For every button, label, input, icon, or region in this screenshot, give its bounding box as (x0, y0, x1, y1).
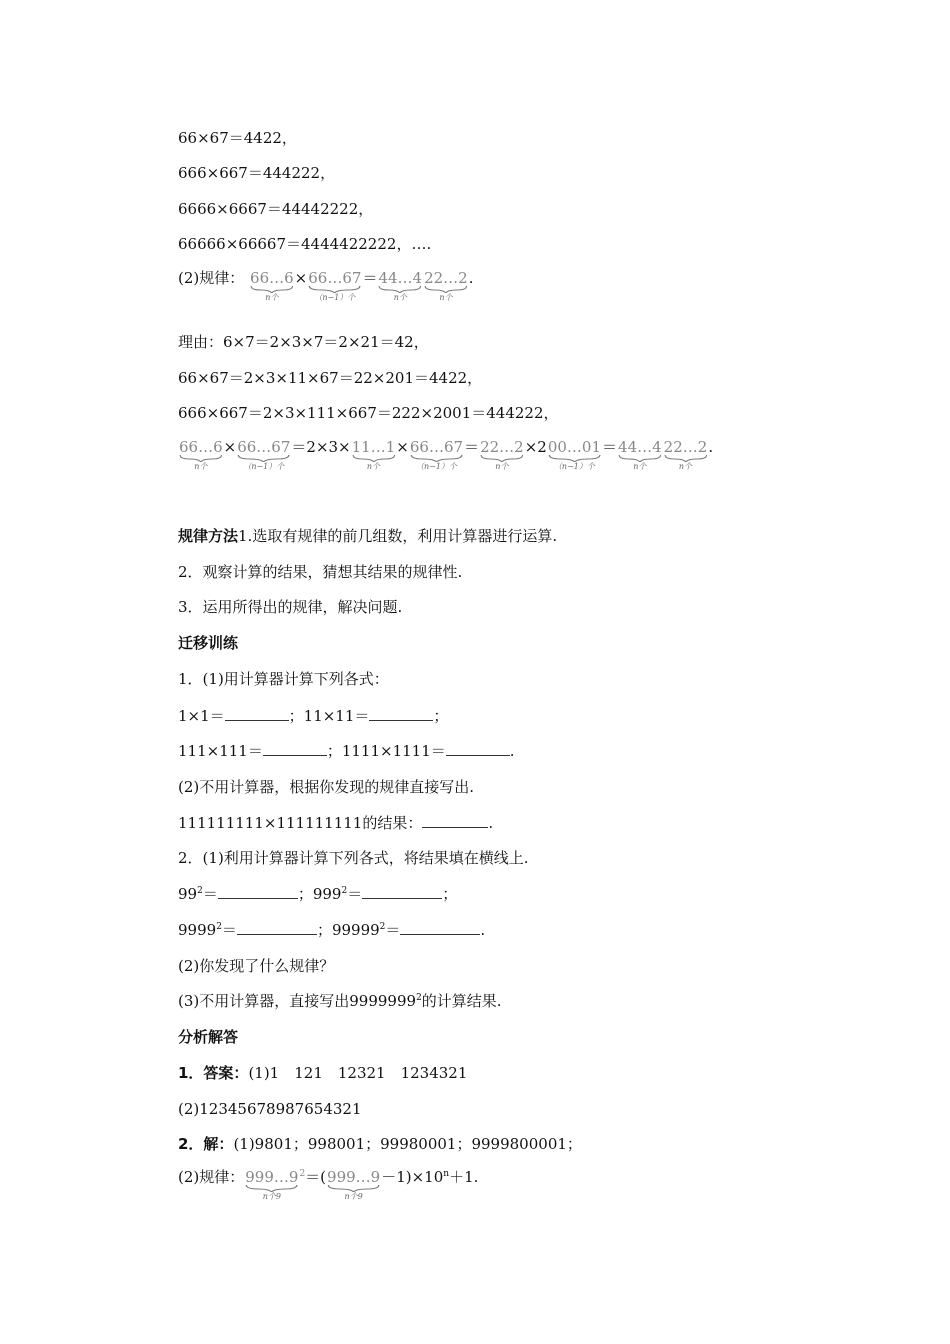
rule-line-1: (2)规律： 66…6 n个 × 66…67 （n−1）个 ＝ 44…4 n个 22…2 n个 . (178, 269, 474, 302)
answer-1-part-2: (2)12345678987654321 (178, 1100, 362, 1118)
question-2-part-3: (3)不用计算器，直接写出9999999$^2$的计算结果. (178, 992, 502, 1010)
underbrace-term: 22…2 n个 (480, 438, 524, 471)
method-line-3: 3．运用所得出的规律，解决问题. (178, 598, 403, 616)
underbrace-term: 999…9 n个9 (245, 1168, 299, 1201)
answer-blank (237, 920, 317, 935)
answer-blank (400, 920, 480, 935)
question-1-part-2-row: 111111111×111111111的结果： . (178, 814, 494, 832)
rule-prefix: (2)规律： (178, 269, 245, 287)
underbrace-term: 11…1 n个 (351, 438, 396, 471)
reason-line-2: 66×67＝2×3×11×67＝22×201＝4422， (178, 369, 483, 387)
equation-line-1: 66×67＝4422， (178, 129, 297, 147)
underbrace-term: 44…4 n个 (378, 269, 423, 302)
equals-sign: ＝ (362, 269, 378, 287)
answer-blank (446, 741, 510, 756)
question-2-row-1: $99^2=$ ；$999^2=$ ； (178, 885, 458, 903)
underbrace-term: 44…4 n个 (618, 438, 662, 471)
underbrace-term: 66…67 （n−1）个 (409, 438, 464, 471)
method-line-1: 规律方法1.选取有规律的前几组数，利用计算器进行运算. (178, 527, 558, 545)
equation-line-4: 66666×66667＝4444422222，…. (178, 235, 432, 253)
question-2-part-2: (2)你发现了什么规律？ (178, 957, 335, 975)
answer-blank (225, 706, 289, 721)
general-rule-line: 66…6 n个 × 66…67 （n−1）个 ＝2×3× 11…1 n个 × 66…67 （n−1）个 ＝ 22…2 n个 ×2 00…01 （n−1）个 ＝ 44…4 n个 22…2 n个 . (179, 438, 714, 471)
answer-blank (422, 813, 488, 828)
reason-line-1: 理由：6×7＝2×3×7＝2×21＝42， (178, 333, 429, 351)
underbrace-term: 66…6 n个 (179, 438, 223, 471)
question-1-part-2: (2)不用计算器，根据你发现的规律直接写出. (178, 778, 475, 796)
method-title: 规律方法 (178, 527, 239, 545)
section-heading-answers: 分析解答 (178, 1028, 239, 1046)
method-line-2: 2．观察计算的结果，猜想其结果的规律性. (178, 563, 463, 581)
answer-1: 1．答案：(1)1 121 12321 1234321 (178, 1064, 468, 1082)
underbrace-term: 999…9 n个9 (327, 1168, 381, 1201)
underbrace-term: 66…6 n个 (250, 269, 294, 302)
underbrace-term: 00…01 （n−1）个 (547, 438, 602, 471)
question-1-row-1: 1×1＝ ；11×11＝ ； (178, 707, 449, 725)
equation-line-3: 6666×6667＝44442222， (178, 200, 374, 218)
answer-2-rule: (2)规律： 999…9 n个9 $^2$＝( 999…9 n个9 $-1)\times 10^n+1$. (178, 1168, 479, 1201)
reason-line-3: 666×667＝2×3×111×667＝222×2001＝444222， (178, 404, 559, 422)
answer-2: 2．解：(1)9801；998001；99980001；9999800001； (178, 1135, 582, 1153)
underbrace-term: 22…2 n个 (424, 269, 468, 302)
equation-line-2: 666×667＝444222， (178, 164, 336, 182)
underbrace-term: 66…67 （n−1）个 (308, 269, 362, 302)
underbrace-term: 66…67 （n−1）个 (237, 438, 291, 471)
question-1: 1．(1)用计算器计算下列各式： (178, 670, 389, 688)
underbrace-term: 22…2 n个 (663, 438, 708, 471)
times-sign: × (294, 269, 308, 287)
answer-blank (218, 884, 298, 899)
answer-blank (263, 741, 327, 756)
question-2-row-2: $9999^2=$ ；$99999^2=$ . (178, 921, 486, 939)
section-heading-practice: 迁移训练 (178, 634, 239, 652)
answer-blank (362, 884, 442, 899)
question-1-row-2: 111×111＝ ；1111×1111＝ . (178, 742, 515, 760)
answer-blank (369, 706, 433, 721)
question-2: 2．(1)利用计算器计算下列各式，将结果填在横线上. (178, 849, 529, 867)
